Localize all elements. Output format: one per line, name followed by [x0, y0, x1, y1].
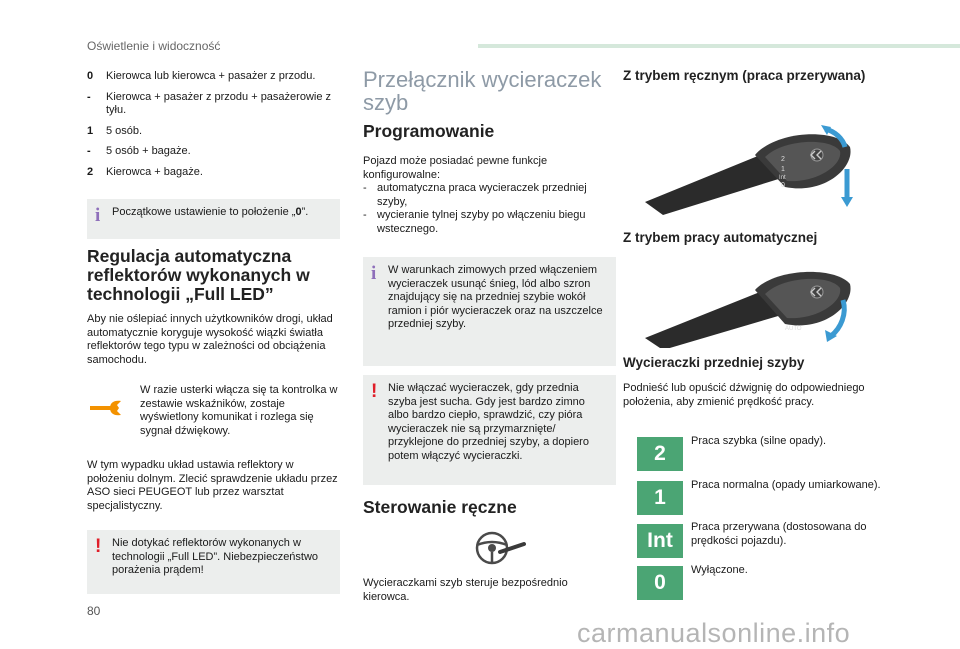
led-warning-note [87, 530, 340, 594]
note-text-suffix: ”. [301, 206, 309, 218]
programming-item-text: automatyczna praca wycieraczek przedniej szyby, [377, 182, 587, 208]
legend-text: Kierowca lub kierowca + pasażer z przodu. [106, 70, 316, 82]
programming-intro: Pojazd może posiadać pewne funkcje konfigurowalne: [363, 155, 548, 181]
stalk-label-1: 1 [781, 166, 785, 173]
dry-glass-warning [363, 375, 616, 485]
winter-note [363, 257, 616, 366]
legend-text: 5 osób. [106, 124, 143, 137]
wiper-section-title: Przełącznik wycieraczek szyb [363, 67, 602, 115]
note-value: 0 [295, 206, 302, 218]
header-divider [478, 44, 960, 48]
warning-icon: ! [95, 536, 102, 557]
front-wiper-text: Podnieść lub opuścić dźwignię do odpowiedniego położenia, aby zmienić prędkość pracy. [623, 382, 865, 408]
legend-text: Kierowca + bagaże. [106, 165, 203, 178]
speed-label-2: Praca szybka (silne opady). [691, 435, 827, 447]
manual-control-title: Sterowanie ręczne [363, 497, 517, 517]
wiper-stalk-manual-image [645, 117, 865, 217]
initial-setting-note [87, 199, 340, 239]
page-number: 80 [87, 604, 101, 618]
speed-badge-1: 1 [637, 481, 683, 515]
legend-key: 2 [87, 165, 94, 178]
legend-text: 5 osób + bagaże. [106, 145, 191, 157]
legend-item [87, 166, 340, 180]
winter-note-text: W warunkach zimowych przed włączeniem wycieraczek usunąć śnieg, lód albo szron znajdujący się na przedniej szybie wokół ramion i piór wycieraczek oraz na uszczelce przedniej szyby. [388, 264, 603, 330]
warning-text: Nie dotykać reflektorów wykonanych w technologii „Full LED”. Niebezpieczeństwo porażenia prądem! [112, 537, 319, 576]
legend-key: - [87, 90, 91, 103]
note-text-prefix: Początkowe ustawienie to położenie „ [112, 206, 296, 218]
programming-block [363, 155, 616, 236]
headlight-intro: Aby nie oślepiać innych użytkowników drogi, układ automatycznie koryguje wysokość wiązki światła reflektorów tego typu w zależności od obciążenia samochodu. [87, 313, 333, 366]
dry-glass-warning-text: Nie włączać wycieraczek, gdy przednia szyba jest sucha. Gdy jest bardzo zimno albo bardzo ciepło, sprawdzić, czy pióra wycieraczek nie są przymarznięte/ przyklejone do przedniej szyby, a dopiero potem włączyć wycieraczki. [388, 382, 589, 462]
steering-wheel-icon [470, 530, 526, 566]
programming-item-text: wycieranie tylnej szyby po włączeniu biegu wstecznego. [377, 209, 586, 235]
section-header: Oświetlenie i widoczność [87, 39, 221, 53]
info-icon: i [95, 205, 101, 226]
headlight-fallback-text: W tym wypadku układ ustawia reflektory w położeniu dolnym. Zlecić sprawdzenie układu przez ASO sieci PEUGEOT lub przez warsztat specjalistyczny. [87, 459, 338, 512]
speed-badge-2: 2 [637, 437, 683, 471]
wrench-icon [88, 399, 126, 417]
speed-label-int: Praca przerywana (dostosowana do prędkości pojazdu). [691, 521, 867, 547]
stalk-label-auto: AUTO [785, 326, 802, 332]
programming-item: - wycieranie tylnej szyby po włączeniu biegu wstecznego. [363, 209, 616, 236]
wiper-stalk-auto-image [645, 268, 865, 348]
stalk-label-2: 2 [781, 156, 785, 163]
legend-text: Kierowca + pasażer z przodu + pasażerowie z tyłu. [106, 90, 332, 116]
watermark: carmanualsonline.info [577, 618, 851, 648]
legend-key: - [87, 145, 91, 157]
speed-badge-0: 0 [637, 566, 683, 600]
legend-item [87, 125, 340, 139]
programming-item: - automatyczna praca wycieraczek przedniej szyby, [363, 182, 616, 209]
speed-label-0: Wyłączone. [691, 564, 748, 576]
legend-list [87, 70, 340, 186]
manual-control-text: Wycieraczkami szyb steruje bezpośrednio kierowca. [363, 577, 568, 603]
manual-mode-title: Z trybem ręcznym (praca przerywana) [623, 68, 866, 83]
legend-item [87, 70, 340, 84]
stalk-label-0: 0 [781, 182, 785, 189]
stalk-label-int: Int [779, 175, 786, 181]
programming-title: Programowanie [363, 121, 495, 141]
headlight-section-title: Regulacja automatyczna reflektorów wykonanych w technologii „Full LED” [87, 246, 310, 304]
fault-text: W razie usterki włącza się ta kontrolka w zestawie wskaźników, zostaje wyświetlony komunikat i rozlega się sygnał dźwiękowy. [140, 384, 338, 437]
auto-mode-title: Z trybem pracy automatycznej [623, 230, 818, 245]
legend-item [87, 145, 340, 159]
speed-badge-int: Int [637, 524, 683, 558]
info-icon: i [371, 263, 377, 284]
legend-key: 1 [87, 124, 94, 137]
legend-item [87, 91, 340, 118]
front-wiper-title: Wycieraczki przedniej szyby [623, 355, 805, 370]
warning-icon: ! [371, 381, 378, 402]
legend-key: 0 [87, 70, 94, 82]
speed-label-1: Praca normalna (opady umiarkowane). [691, 479, 881, 491]
